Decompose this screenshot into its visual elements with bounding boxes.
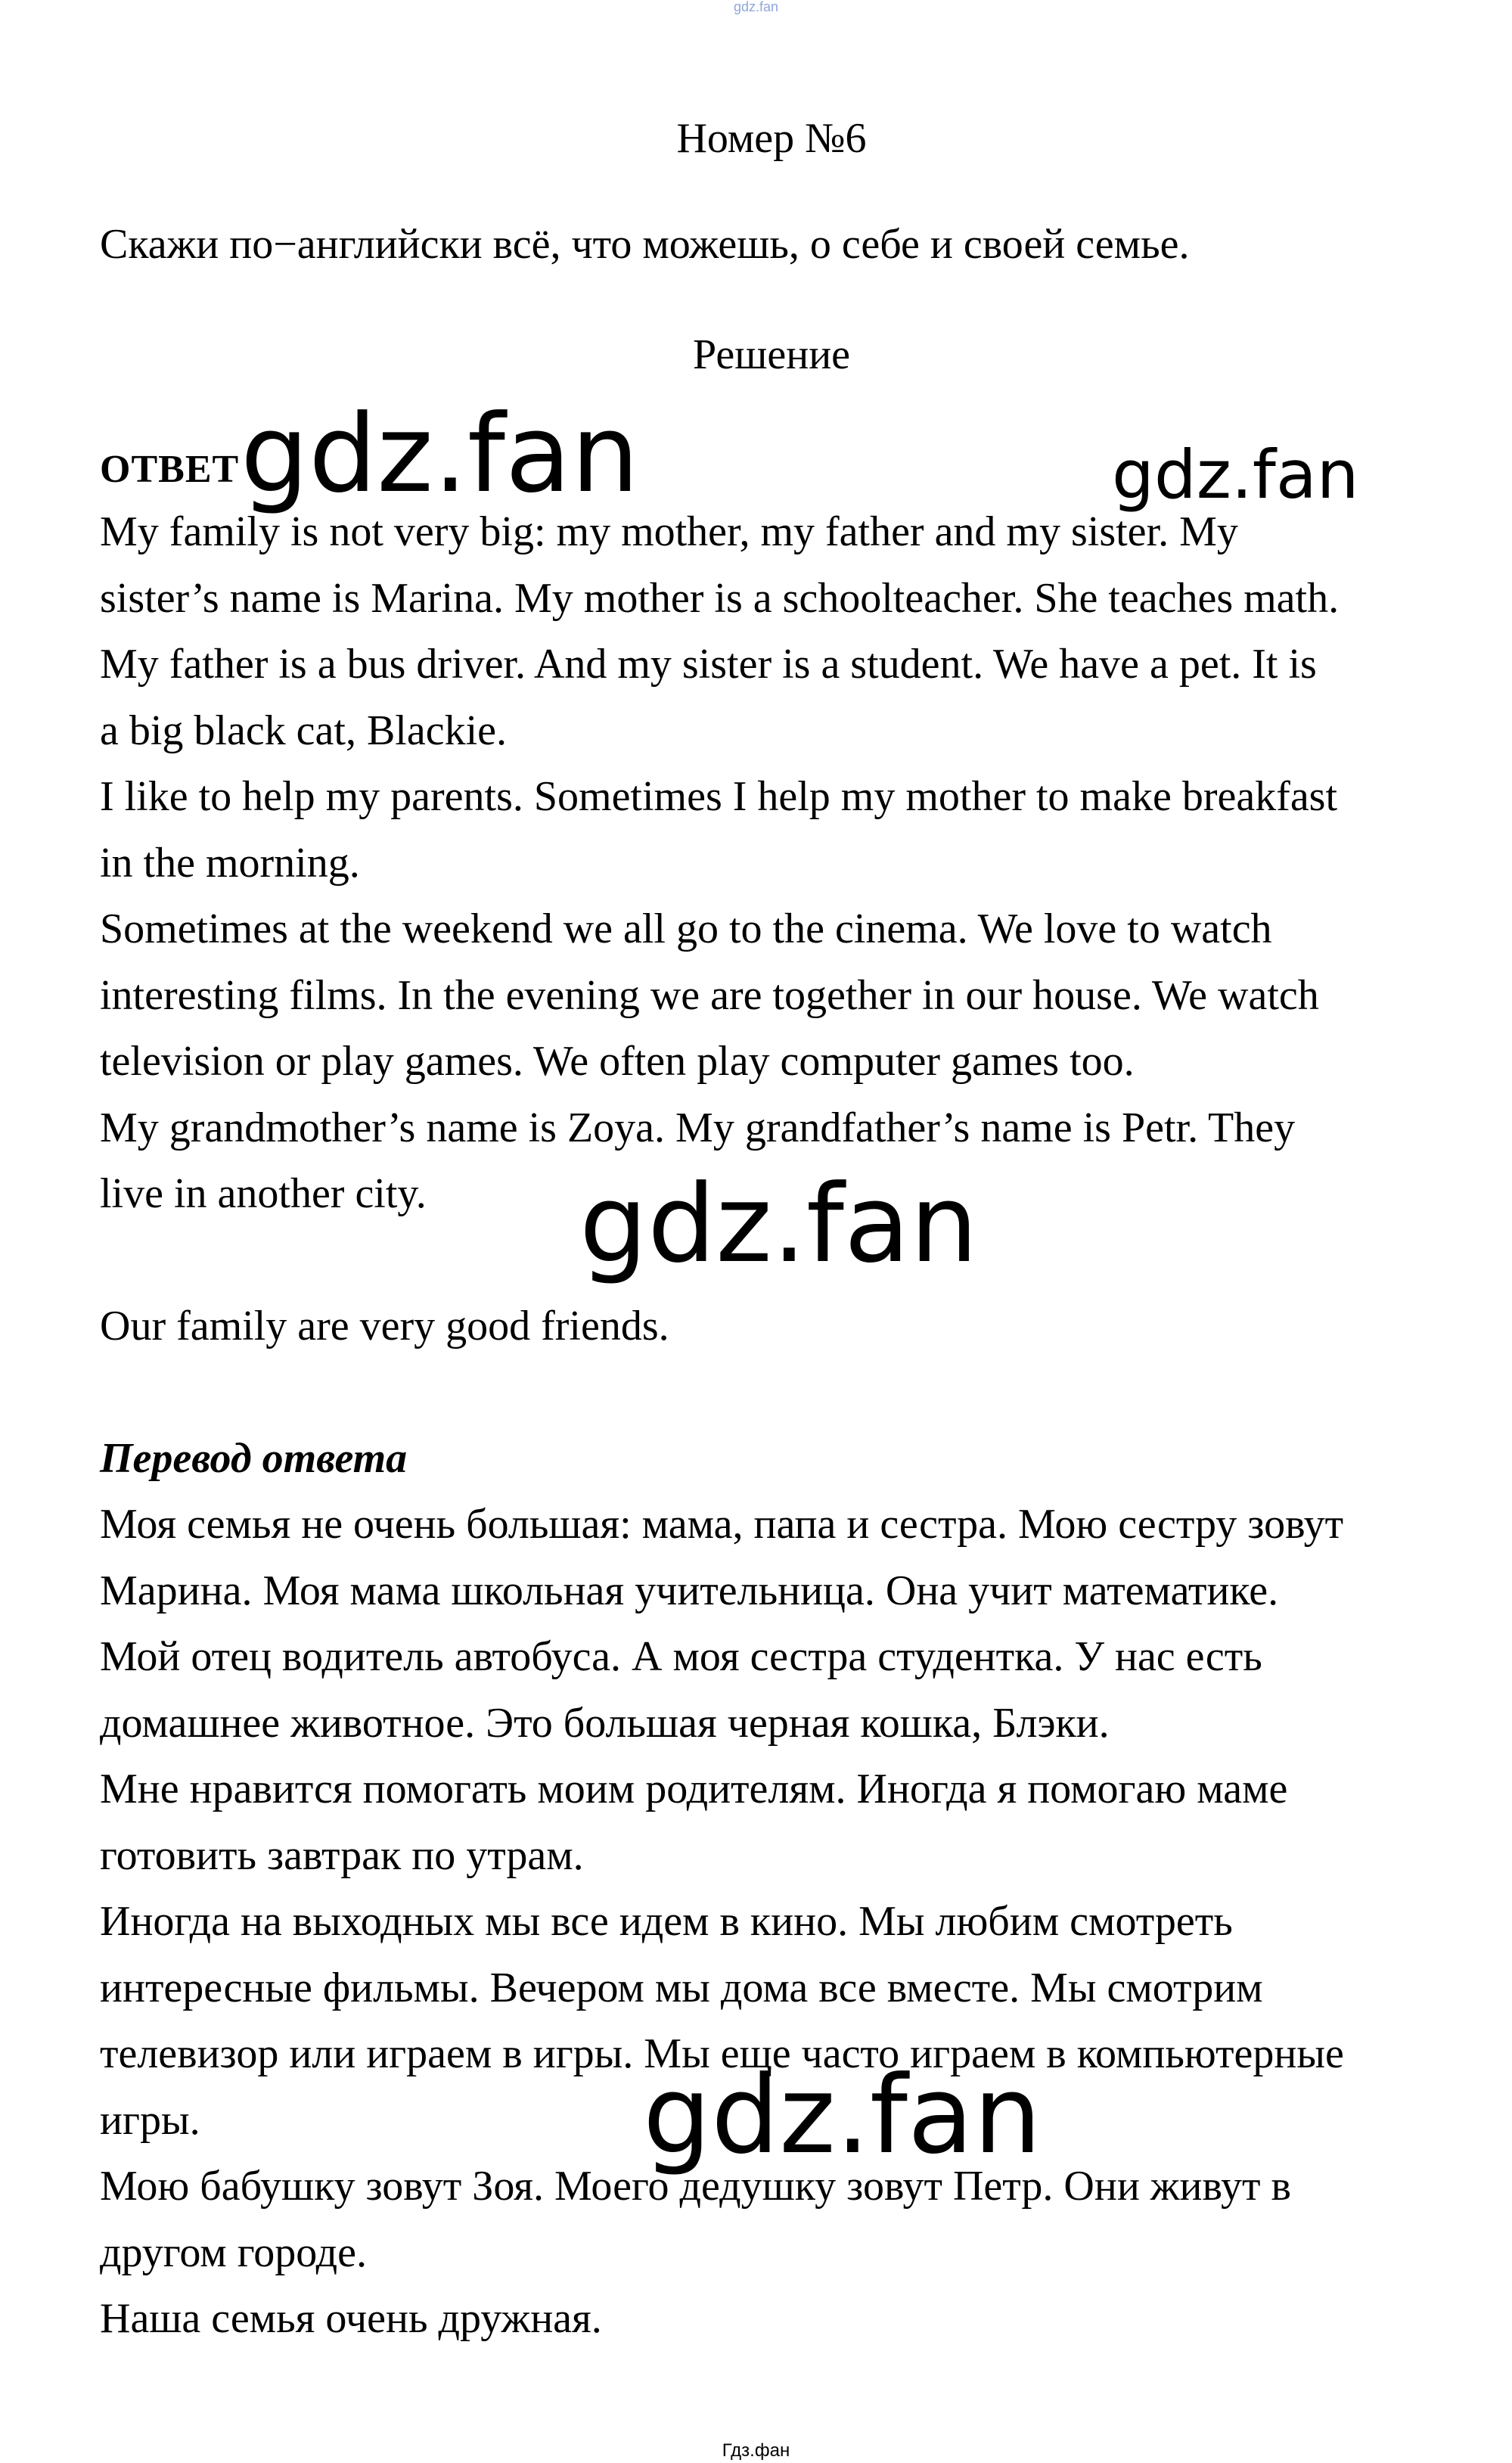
translation-line: Мой отец водитель автобуса. А моя сестра студентка. У нас есть — [100, 1633, 1262, 1680]
watermark: gdz.fan — [1112, 436, 1359, 514]
answer-line: interesting films. In the evening we are together in our house. We watch — [100, 971, 1319, 1019]
translation-line: Марина. Моя мама школьная учительница. Она учит математике. — [100, 1567, 1279, 1614]
translation-line: готовить завтрак по утрам. — [100, 1831, 584, 1879]
translation-line: другом городе. — [100, 2229, 368, 2276]
footer-watermark: Гдз.фан — [722, 2440, 790, 2461]
answer-line: a big black cat, Blackie. — [100, 707, 507, 754]
translation-line: Мою бабушку зовут Зоя. Моего дедушку зовут Петр. Они живут в — [100, 2163, 1291, 2210]
watermark: gdz.fan — [643, 2053, 1042, 2178]
exercise-title: Номер №6 — [676, 115, 867, 162]
answer-line: My grandmother’s name is Zoya. My grandfather’s name is Petr. They — [100, 1104, 1296, 1151]
translation-text — [100, 1492, 1461, 2353]
answer-line: television or play games. We often play computer games too. — [100, 1038, 1135, 1085]
answer-final-line: Our family are very good friends. — [100, 1303, 669, 1350]
translation-line: Мне нравится помогать моим родителям. Иногда я помогаю маме — [100, 1766, 1288, 1812]
answer-line: live in another city. — [100, 1170, 427, 1217]
answer-line: My family is not very big: my mother, my father and my sister. My — [100, 508, 1238, 555]
translation-line: интересные фильмы. Вечером мы дома все вместе. Мы смотрим — [100, 1964, 1263, 2011]
translation-heading: Перевод ответа — [100, 1435, 408, 1482]
translation-line: игры. — [100, 2096, 200, 2144]
translation-line: Наша семья очень дружная. — [100, 2295, 602, 2342]
answer-line: I like to help my parents. Sometimes I help my mother to make breakfast — [100, 773, 1338, 820]
translation-line: домашнее животное. Это большая черная кошка, Блэки. — [100, 1699, 1110, 1747]
answer-line: in the morning. — [100, 839, 360, 887]
top-watermark: gdz.fan — [733, 0, 779, 14]
answer-line: Sometimes at the weekend we all go to the cinema. We love to watch — [100, 905, 1272, 952]
watermark: gdz.fan — [241, 392, 639, 517]
watermark: gdz.fan — [579, 1162, 978, 1287]
answer-text — [100, 499, 1461, 1228]
translation-line: Моя семья не очень большая: мама, папа и сестра. Мою сестру зовут — [100, 1501, 1344, 1548]
translation-line: телевизор или играем в игры. Мы еще часто играем в компьютерные — [100, 2030, 1344, 2077]
solution-heading: Решение — [692, 331, 851, 378]
translation-line: Иногда на выходных мы все идем в кино. Мы любим смотреть — [100, 1898, 1233, 1945]
answer-line: sister’s name is Marina. My mother is a schoolteacher. She teaches math. — [100, 574, 1340, 622]
answer-line: My father is a bus driver. And my sister is a student. We have a pet. It is — [100, 641, 1317, 688]
answer-label: ОТВЕТ — [100, 448, 240, 491]
task-text: Скажи по−английски всё, что можешь, о себе и своей семье. — [100, 221, 1190, 268]
